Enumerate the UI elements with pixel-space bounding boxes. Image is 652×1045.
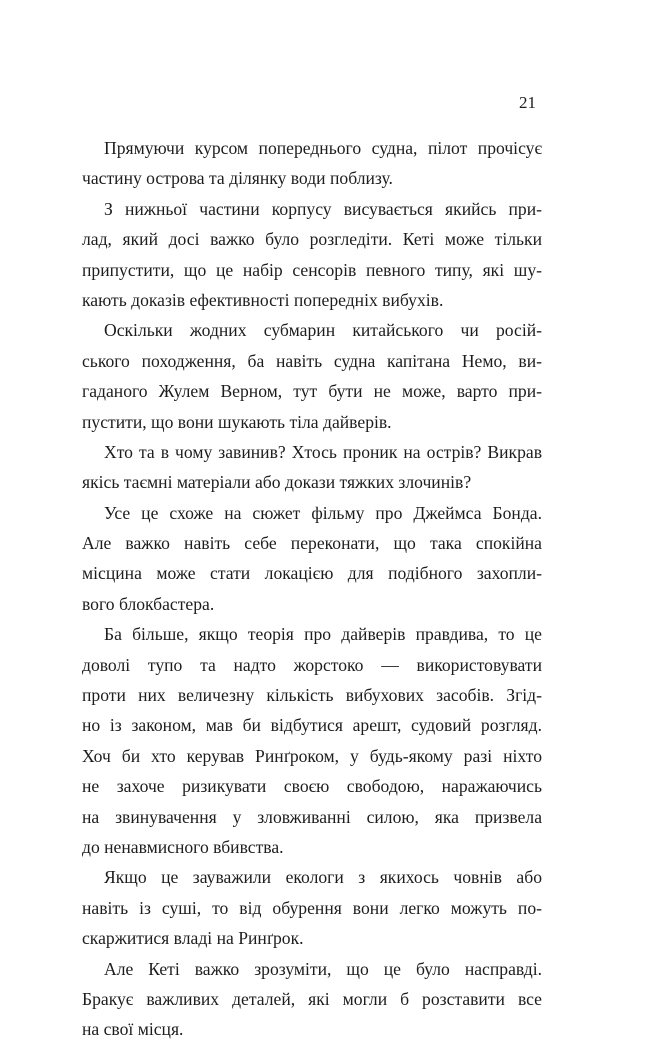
text-line: Ба більше, якщо теорія про дайверів правдива, то це: [104, 624, 542, 645]
text-line: припустити, що це набір сенсорів певного типу, які шу-: [82, 259, 542, 280]
paragraph: [82, 498, 542, 620]
text-line: частину острова та ділянку води поблизу.: [82, 168, 393, 189]
text-line: лад, який досі важко було розгледіти. Кеті може тільки: [82, 229, 542, 250]
text-line: но із законом, мав би відбутися арешт, судовий розгляд.: [82, 715, 542, 736]
text-line: Прямуючи курсом попереднього судна, пілот прочісує: [104, 138, 542, 158]
text-line: скаржитися владі на Ринґрок.: [82, 928, 304, 949]
paragraph: [82, 954, 542, 1045]
text-line: проти них величезну кількість вибухових засобів. Згід-: [82, 685, 542, 706]
paragraph: [82, 862, 542, 953]
text-line: пустити, що вони шукають тіла дайверів.: [82, 411, 392, 432]
text-line: Усе це схоже на сюжет фільму про Джеймса Бонда.: [104, 502, 542, 523]
text-line: Бракує важливих деталей, які могли б розставити все: [82, 988, 542, 1009]
text-line: вого блокбастера.: [82, 593, 215, 614]
paragraph: [82, 133, 542, 194]
text-line: гаданого Жулем Верном, тут бути не може, варто при-: [82, 381, 542, 402]
text-line: не захоче ризикувати своєю свободою, наражаючись: [82, 776, 542, 797]
body-text: [82, 133, 542, 1045]
text-line: місцина може стати локацією для подібного захопли-: [82, 563, 542, 584]
paragraph: [82, 194, 542, 316]
text-line: Хоч би хто керував Ринґроком, у будь-якому разі ніхто: [82, 745, 542, 766]
page-number: 21: [519, 93, 536, 112]
text-line: доволі тупо та надто жорстоко — використовувати: [82, 654, 542, 675]
text-line: Якщо це зауважили екологи з якихось човнів або: [104, 867, 542, 888]
text-line: ського походження, ба навіть судна капітана Немо, ви-: [82, 350, 542, 371]
text-line: кають доказів ефективності попередніх вибухів.: [82, 289, 444, 310]
text-line: на свої місця.: [82, 1019, 184, 1040]
text-line: якісь таємні матеріали або докази тяжких злочинів?: [82, 472, 472, 493]
paragraph: [82, 619, 542, 862]
text-line: навіть із суші, то від обурення вони легко можуть по-: [82, 897, 542, 918]
text-line: Оскільки жодних субмарин китайського чи росій-: [104, 320, 542, 341]
text-line: Але важко навіть себе переконати, що така спокійна: [82, 533, 542, 554]
text-line: на звинувачення у зловживанні силою, яка призвела: [82, 806, 542, 827]
text-line: З нижньої частини корпусу висувається якийсь при-: [104, 198, 542, 219]
text-line: до ненавмисного вбивства.: [82, 836, 284, 857]
text-line: Але Кеті важко зрозуміти, що це було насправді.: [104, 958, 542, 979]
paragraph: [82, 315, 542, 437]
paragraph: [82, 437, 542, 498]
text-line: Хто та в чому завинив? Хтось проник на острів? Викрав: [104, 441, 542, 462]
